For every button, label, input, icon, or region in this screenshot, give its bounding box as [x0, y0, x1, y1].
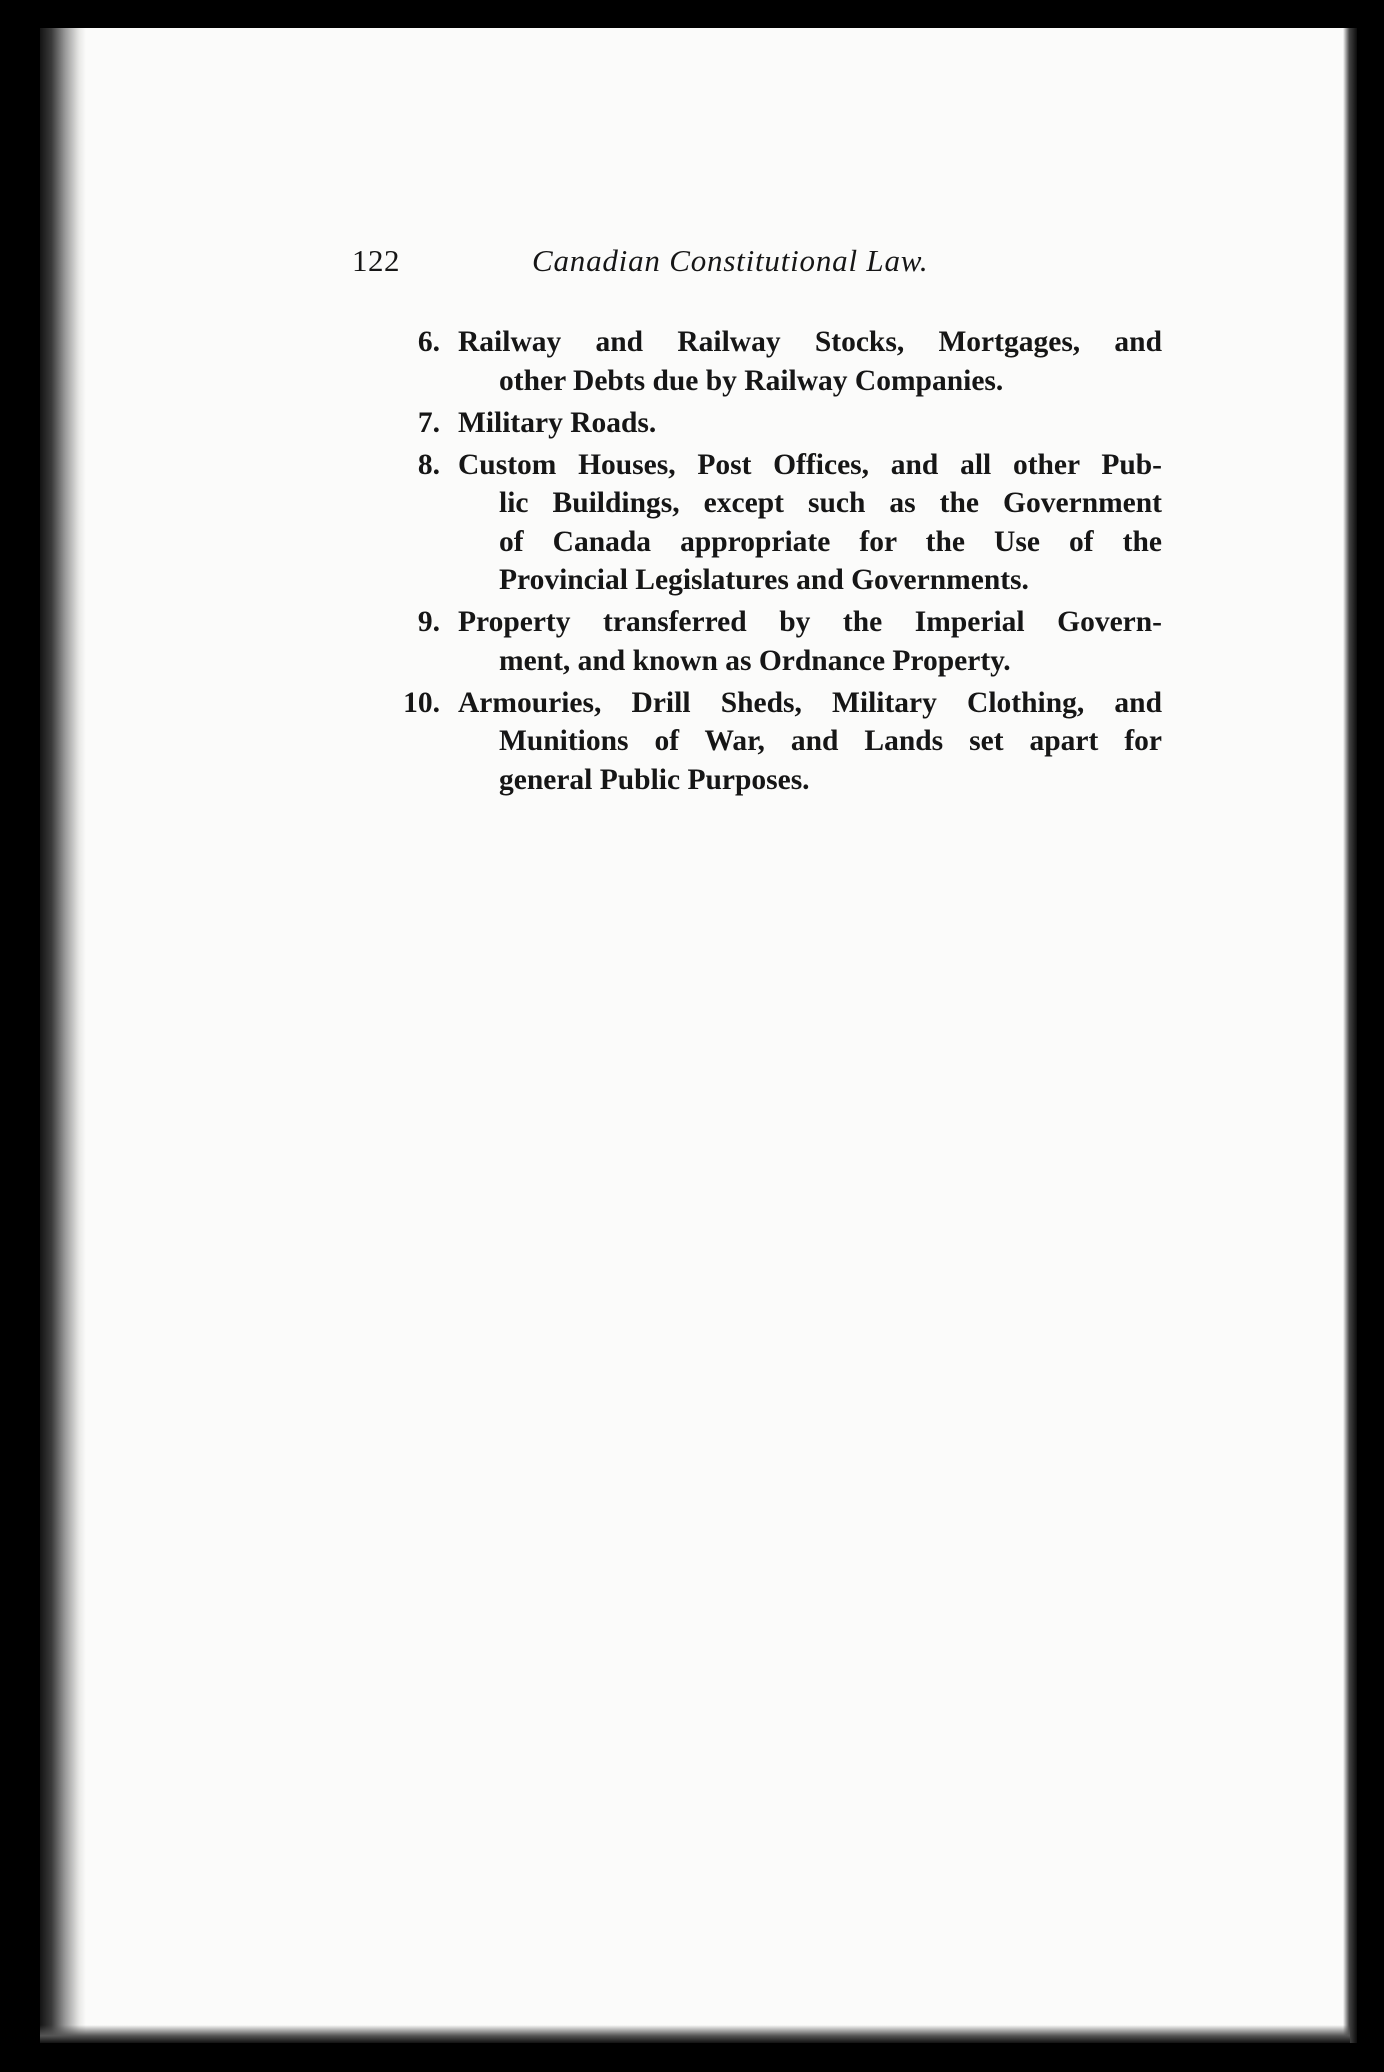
item-text-line: general Public Purposes. [499, 763, 810, 796]
item-number: 7. [417, 406, 440, 439]
page-gutter-shadow [40, 28, 86, 2043]
item-number: 6. [417, 326, 440, 358]
item-text-line: other Debts due by Railway Companies. [499, 364, 1004, 397]
item-text-line: Munitions of War, and Lands set apart for [499, 725, 1162, 757]
page-bottom-edge [40, 2025, 1350, 2043]
running-title: Canadian Constitutional Law. [532, 243, 929, 278]
item-text-line: lic Buildings, except such as the Government [499, 487, 1162, 519]
item-text-line: Provincial Legislatures and Governments. [499, 564, 1029, 596]
item-number: 10. [403, 686, 440, 719]
item-text-line: Armouries, Drill Sheds, Military Clothing, and [458, 686, 1162, 719]
item-text-line: Custom Houses, Post Offices, and all other Pub- [458, 448, 1162, 481]
item-text-line: ment, and known as Ordnance Property. [499, 644, 1011, 677]
item-text-line: Military Roads. [458, 406, 657, 439]
page-right-edge [1343, 28, 1357, 2043]
item-number: 9. [417, 606, 440, 638]
item-number: 8. [417, 448, 440, 481]
running-header [352, 243, 1004, 283]
list-item [390, 603, 1162, 680]
list-item [390, 446, 1162, 600]
item-text-line: Property transferred by the Imperial Govern- [458, 606, 1162, 638]
list-item [390, 684, 1162, 800]
enumerated-list [390, 323, 1162, 803]
page-number: 122 [352, 243, 400, 278]
list-item [390, 404, 1162, 443]
list-item [390, 323, 1162, 400]
item-text-line: Railway and Railway Stocks, Mortgages, and [458, 326, 1162, 358]
item-text-line: of Canada appropriate for the Use of the [499, 525, 1162, 558]
